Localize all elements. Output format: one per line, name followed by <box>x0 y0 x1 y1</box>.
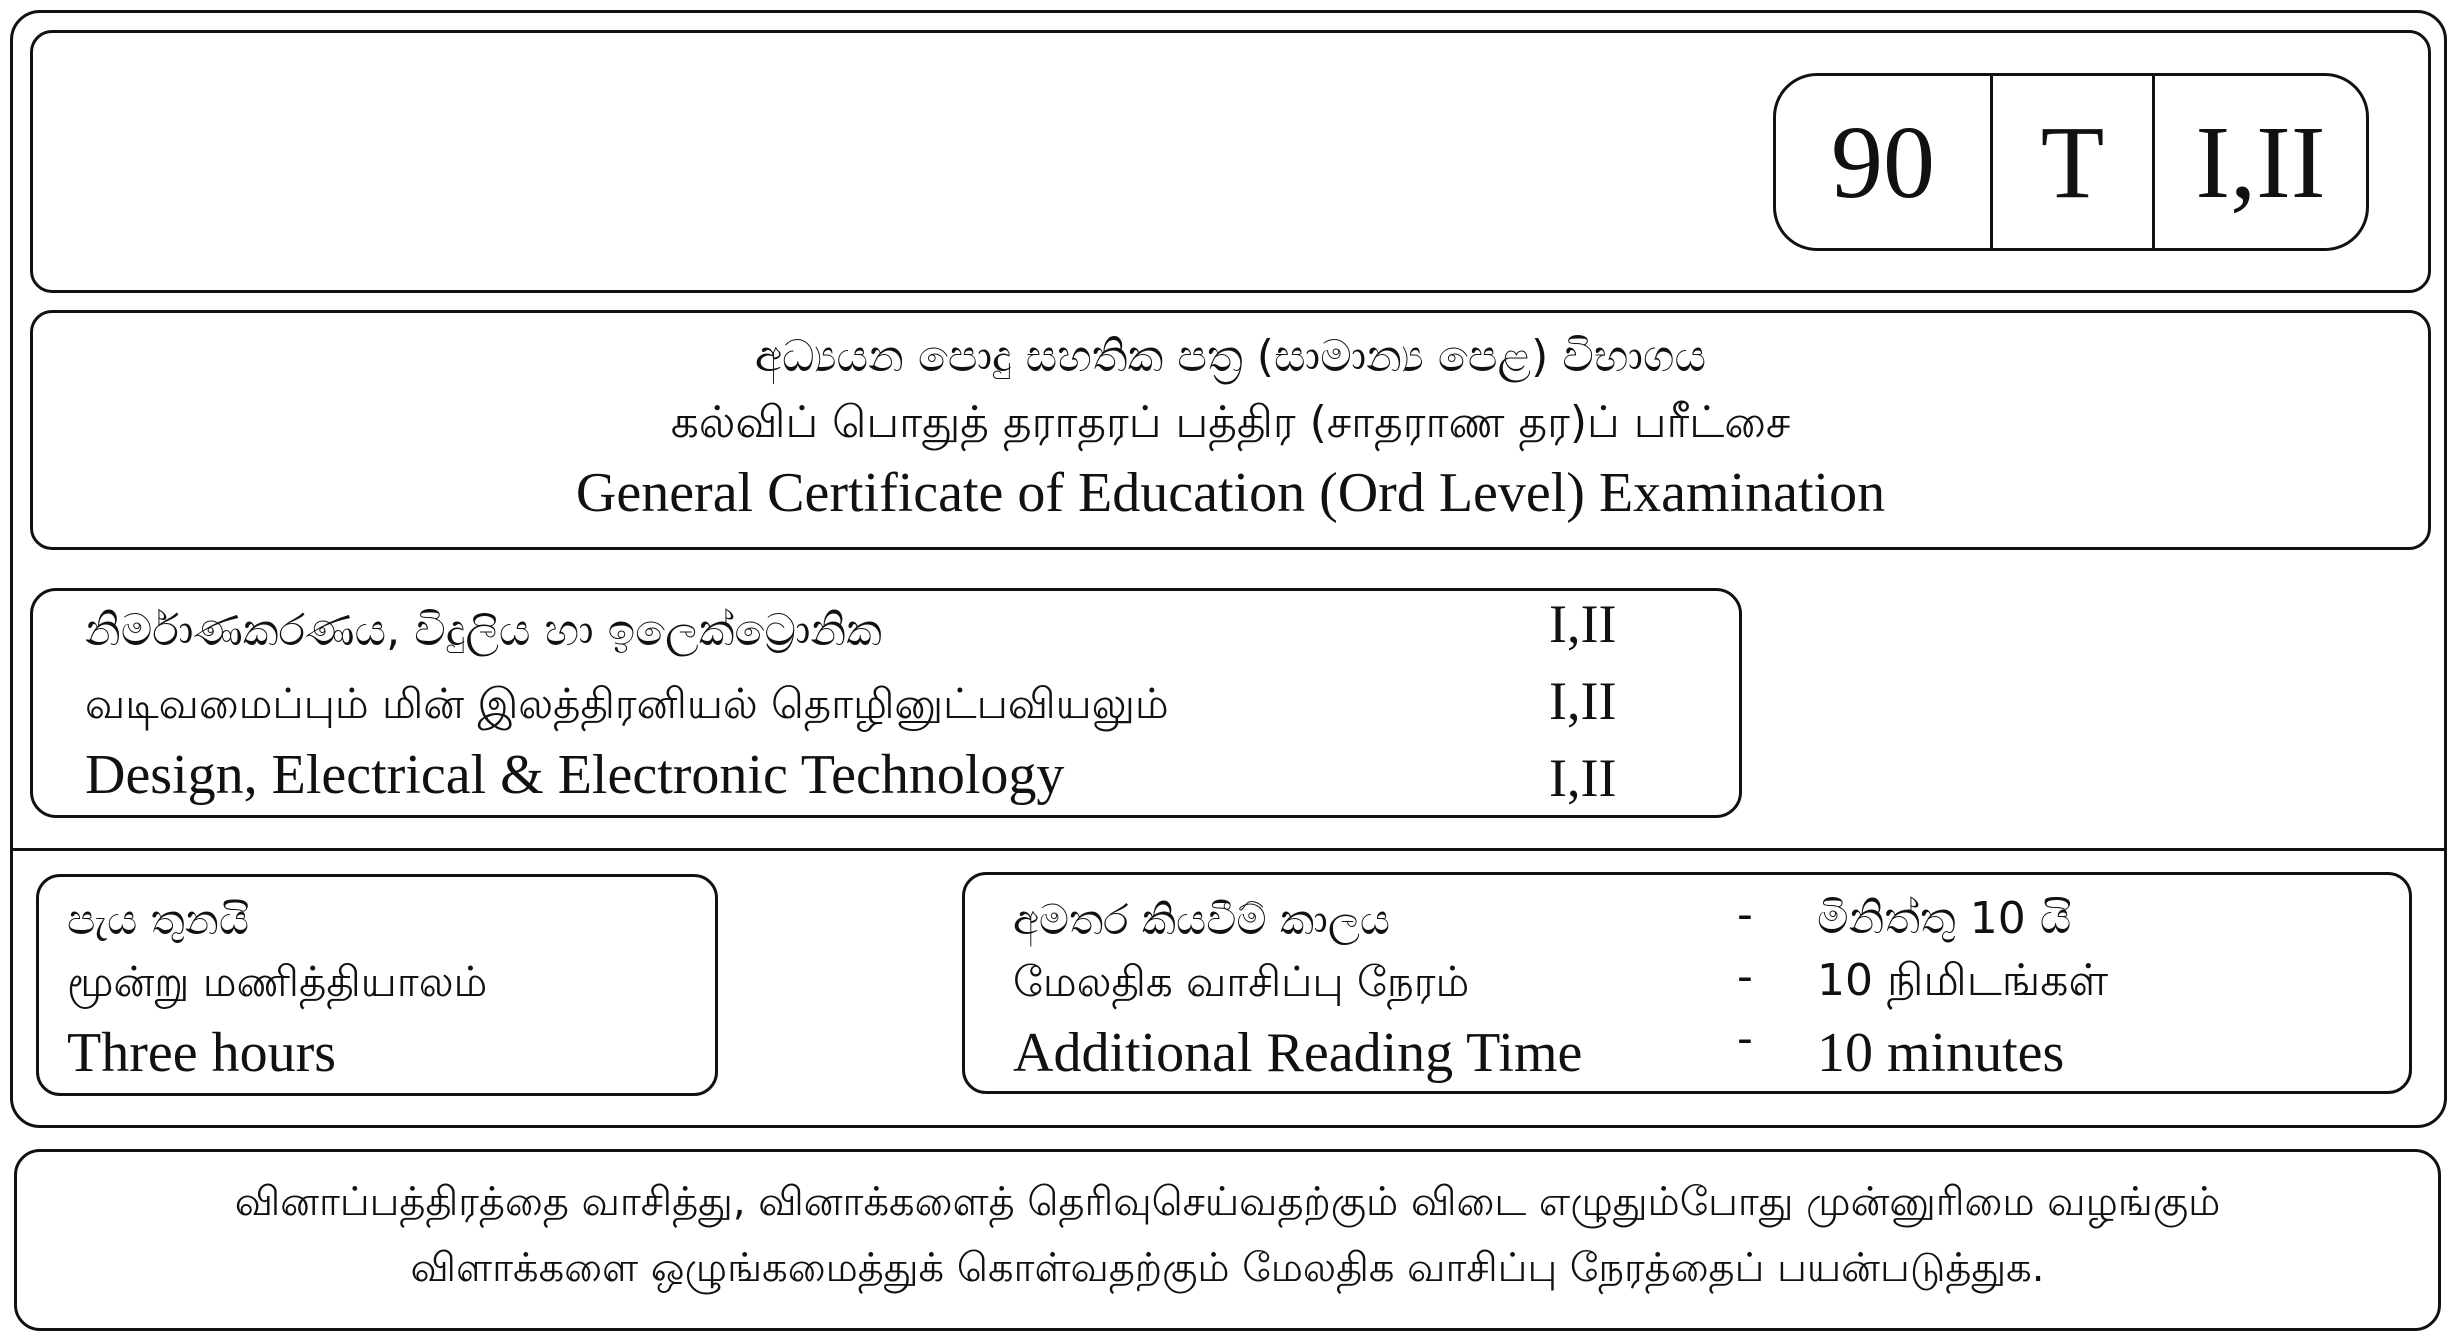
paper-medium: T <box>1990 76 2152 248</box>
reading-label-tamil: மேலதிக வாசிப்பு நேரம் <box>1013 957 1470 1006</box>
reading-dash-2: - <box>1737 951 1753 1002</box>
subject-parts-tamil: I,II <box>1549 671 1617 731</box>
duration-panel <box>36 874 718 1096</box>
duration-english: Three hours <box>67 1022 337 1084</box>
reading-value-english: 10 minutes <box>1817 1022 2065 1084</box>
exam-title-panel <box>30 310 2431 550</box>
duration-sinhala: පැය තුනයි <box>67 895 250 944</box>
reading-label-english: Additional Reading Time <box>1013 1022 1583 1084</box>
exam-title-english: General Certificate of Education (Ord Level) Examination <box>575 462 1886 524</box>
instruction-panel <box>14 1149 2441 1331</box>
reading-label-sinhala: අමතර කියවීම් කාලය <box>1013 895 1391 944</box>
subject-panel <box>30 588 1742 818</box>
subject-parts-english: I,II <box>1549 748 1617 808</box>
subject-english: Design, Electrical & Electronic Technology <box>85 744 1065 806</box>
reading-dash-3: - <box>1737 1013 1753 1064</box>
instruction-line-2: விளாக்களை ஒழுங்கமைத்துக் கொள்வதற்கும் மேலதிக வாசிப்பு நேரத்தைப் பயன்படுத்துக. <box>410 1245 2045 1291</box>
subject-sinhala: නිර්මාණකරණය, විදුලිය හා ඉලෙක්ට්‍රොනික <box>85 605 882 656</box>
instruction-line-1: வினாப்பத்திரத்தை வாசித்து, வினாக்களைத் தெரிவுசெய்வதற்கும் விடை எழுதும்போது முன்னுரிமை வழங்கும் <box>234 1179 2221 1225</box>
reading-value-sinhala: මිනිත්තු 10 යි <box>1817 893 2072 944</box>
duration-tamil: மூன்று மணித்தியாலம் <box>67 957 488 1006</box>
paper-parts: I,II <box>2152 76 2366 248</box>
section-divider <box>10 848 2447 851</box>
reading-time-panel <box>962 872 2412 1094</box>
exam-title-tamil: கல்விப் பொதுத் தராதரப் பத்திர (சாதராண தர)ப் பரீட்சை <box>670 397 1791 448</box>
paper-number: 90 <box>1831 104 1935 220</box>
subject-parts-sinhala: I,II <box>1549 594 1617 654</box>
reading-value-tamil: 10 நிமிடங்கள் <box>1817 955 2109 1006</box>
paper-code-box <box>1773 73 2369 251</box>
reading-dash-1: - <box>1737 889 1753 940</box>
exam-title-sinhala: අධ්‍යයන පොදු සහතික පත්‍ර (සාමාන්‍ය පෙළ) විභාගය <box>754 331 1707 382</box>
subject-tamil: வடிவமைப்பும் மின் இலத்திரனியல் தொழினுட்பவியலும் <box>85 679 1169 728</box>
